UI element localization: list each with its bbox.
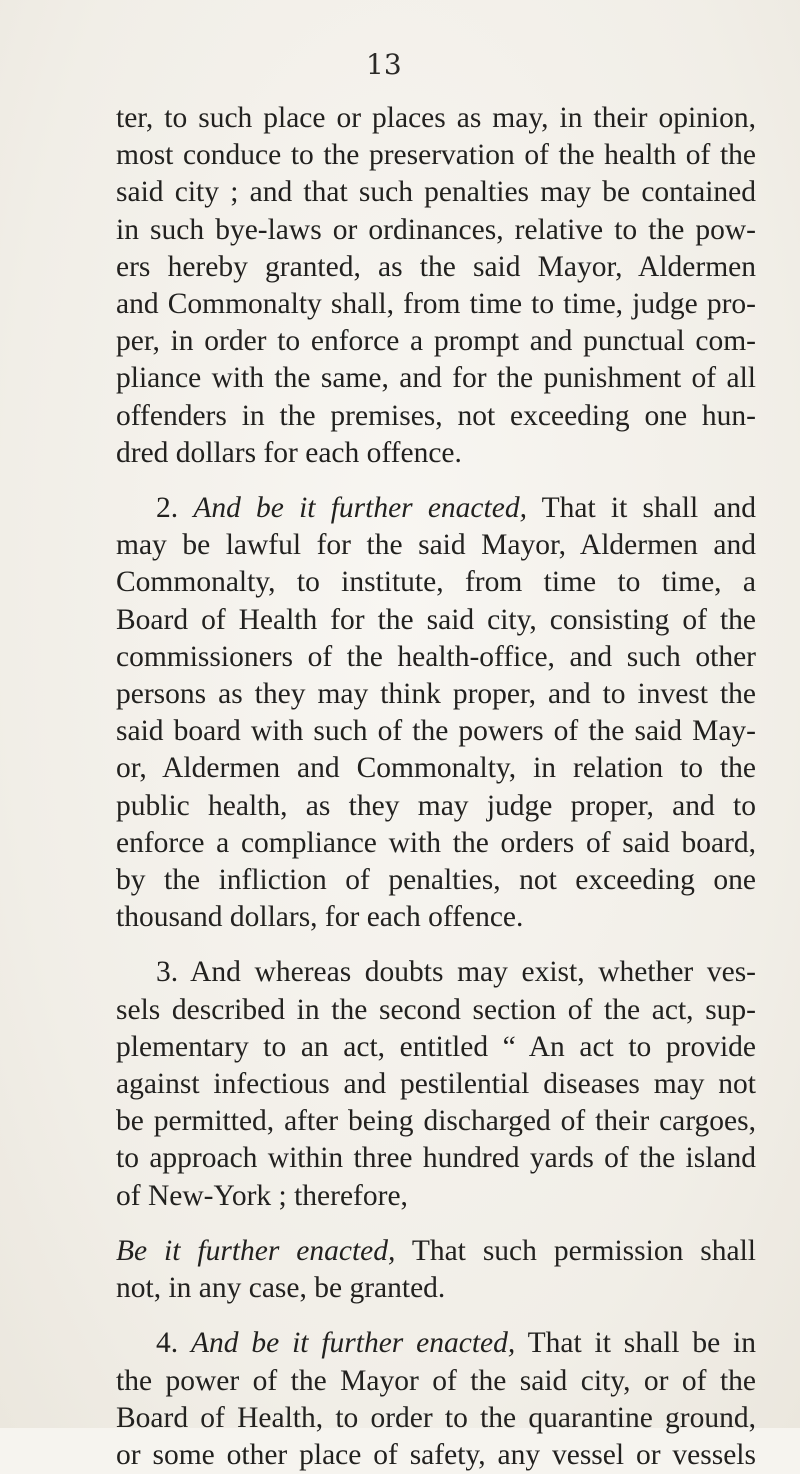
text-line: sels described in the second section of the act, sup- [116, 993, 756, 1026]
text-line: or, Aldermen and Commonalty, in relation to the [116, 752, 756, 785]
section-number: 2. [156, 492, 179, 525]
text-line: ter, to such place or places as may, in their opinion, [116, 102, 756, 134]
text-line: and Commonalty shall, from time to time, judge pro- [116, 288, 756, 321]
text-line: in such bye-laws or ordinances, relative to the pow- [116, 213, 756, 246]
section-4-paragraph [116, 1325, 756, 1474]
paragraph-continuation [116, 100, 756, 472]
text-line [116, 1233, 756, 1270]
text-fragment: That such permission shall [395, 1234, 756, 1267]
text-line: against infectious and pestilential diseases may not [116, 1068, 756, 1101]
text-fragment: That it shall be in [515, 1327, 757, 1360]
text-line: enforce a compliance with the orders of said board, [116, 826, 756, 859]
body-text [116, 100, 756, 1474]
text-line: most conduce to the preservation of the health of the [116, 139, 756, 172]
text-line: or some other place of safety, any vessel or vessels [116, 1438, 756, 1471]
text-line: to approach within three hundred yards of the island [116, 1142, 756, 1175]
page-number: 13 [366, 48, 402, 81]
text-line: pliance with the same, and for the punishment of all [116, 362, 756, 395]
text-line: Board of Health for the said city, consisting of the [116, 603, 756, 636]
text-line: be permitted, after being discharged of their cargoes, [116, 1105, 756, 1138]
text-line: 3. And whereas doubts may exist, whether ves- [156, 956, 756, 989]
text-line: may be lawful for the said Mayor, Aldermen and [116, 529, 756, 562]
enacting-clause: And be it further enacted, [191, 1327, 516, 1360]
text-line: offenders in the premises, not exceeding one hun- [116, 399, 756, 432]
enacting-clause: Be it further enacted, [116, 1234, 396, 1267]
text-line: of New-York ; therefore, [116, 1179, 408, 1212]
section-3-paragraph [116, 954, 756, 1214]
text-line: commissioners of the health-office, and such other [116, 640, 756, 673]
text-line: said city ; and that such penalties may be contained [116, 176, 756, 209]
text-line: dred dollars for each offence. [116, 436, 462, 469]
text-line [116, 490, 756, 527]
text-line: persons as they may think proper, and to invest the [116, 678, 756, 711]
text-line: thousand dollars, for each offence. [116, 901, 524, 934]
text-fragment: That it shall and [526, 492, 756, 525]
text-line: public health, as they may judge proper, and to [116, 789, 756, 822]
text-line: Commonalty, to institute, from time to time, a [116, 566, 756, 599]
text-line: Board of Health, to order to the quarantine ground, [116, 1401, 756, 1434]
text-line: not, in any case, be granted. [116, 1272, 446, 1305]
text-line: plementary to an act, entitled “ An act to provide [116, 1030, 756, 1063]
section-3-enactment [116, 1233, 756, 1307]
section-number: 4. [156, 1327, 179, 1360]
text-line: by the infliction of penalties, not exceeding one [116, 864, 756, 897]
text-line: per, in order to enforce a prompt and punctual com- [116, 325, 756, 358]
section-2-paragraph [116, 490, 756, 936]
text-line [116, 1325, 756, 1362]
text-line: ers hereby granted, as the said Mayor, Aldermen [116, 250, 756, 283]
text-line: the power of the Mayor of the said city, or of the [116, 1364, 756, 1397]
text-line: said board with such of the powers of the said May- [116, 715, 756, 748]
enacting-clause: And be it further enacted, [193, 492, 527, 525]
